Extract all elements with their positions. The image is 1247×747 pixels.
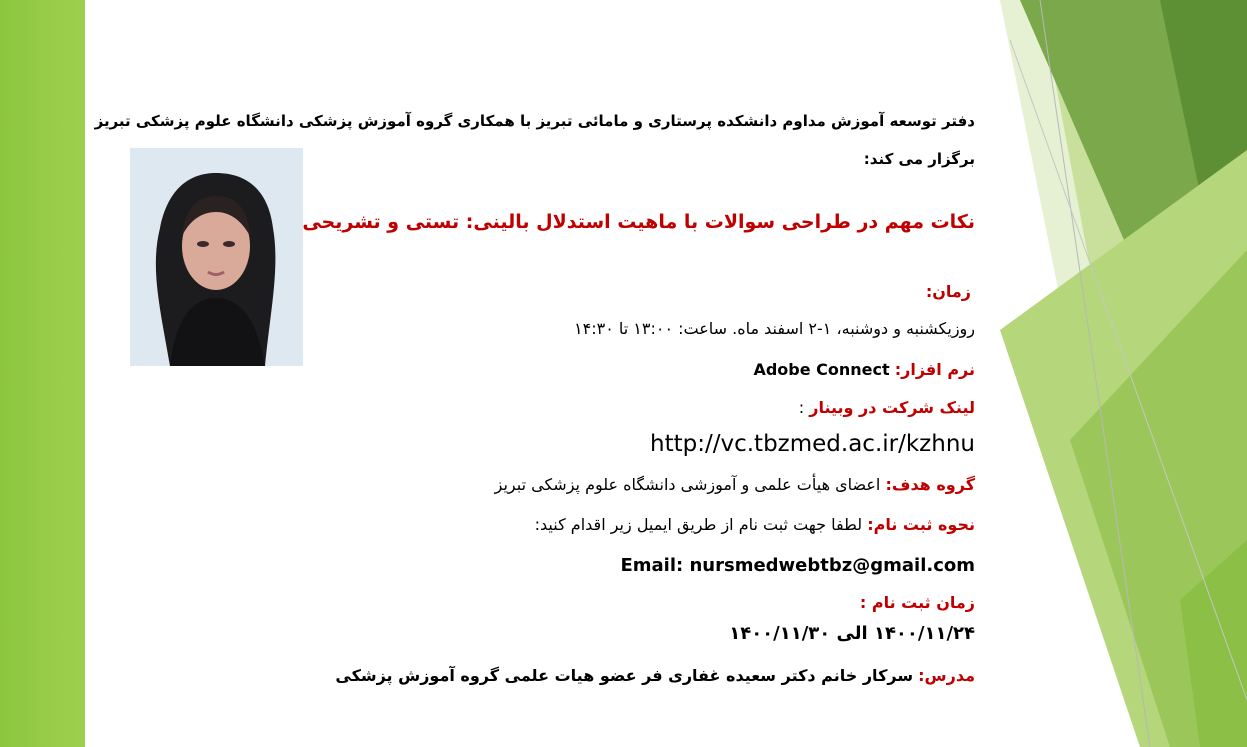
software-value: Adobe Connect xyxy=(753,360,890,379)
registration-email[interactable]: Email: nursmedwebtbz@gmail.com xyxy=(620,555,975,576)
link-label-row xyxy=(799,398,975,417)
intro-line-2: برگزار می کند: xyxy=(863,150,975,168)
registration-row xyxy=(535,515,975,534)
registration-time-label: زمان ثبت نام : xyxy=(859,593,975,612)
instructor-photo xyxy=(130,148,303,366)
instructor-value: سرکار خانم دکتر سعیده غفاری فر عضو هیات علمی گروه آموزش پزشکی xyxy=(335,666,914,685)
audience-value: اعضای هیأت علمی و آموزشی دانشگاه علوم پزشکی تبریز xyxy=(494,475,881,494)
software-label: نرم افزار: xyxy=(894,360,975,379)
intro-line-1: دفتر توسعه آموزش مداوم دانشکده پرستاری و مامائی تبریز با همکاری گروه آموزش پزشکی دانشگاه علوم پزشکی تبریز xyxy=(94,112,975,130)
time-value: روزیکشنبه و دوشنبه، ۱-۲ اسفند ماه. ساعت: ۱۳:۰۰ تا ۱۴:۳۰ xyxy=(574,319,975,338)
registration-value: لطفا جهت ثبت نام از طریق ایمیل زیر اقدام کنید: xyxy=(534,515,863,534)
link-colon: : xyxy=(798,398,805,417)
webinar-title: نکات مهم در طراحی سوالات با ماهیت استدلال بالینی: تستی و تشریحی xyxy=(302,211,975,233)
audience-row xyxy=(495,475,975,494)
link-label: لینک شرکت در وبینار xyxy=(809,398,975,417)
software-row xyxy=(753,360,975,379)
registration-time-value: ۱۴۰۰/۱۱/۲۴ الی ۱۴۰۰/۱۱/۳۰ xyxy=(729,623,975,644)
audience-label: گروه هدف: xyxy=(885,475,975,494)
webinar-link[interactable]: http://vc.tbzmed.ac.ir/kzhnu xyxy=(650,431,975,457)
registration-label: نحوه ثبت نام: xyxy=(867,515,975,534)
instructor-row xyxy=(335,666,975,685)
time-label-text: زمان: xyxy=(925,282,971,301)
instructor-label: مدرس: xyxy=(918,666,975,685)
registration-time-label-row xyxy=(860,593,975,612)
time-label xyxy=(926,282,971,301)
